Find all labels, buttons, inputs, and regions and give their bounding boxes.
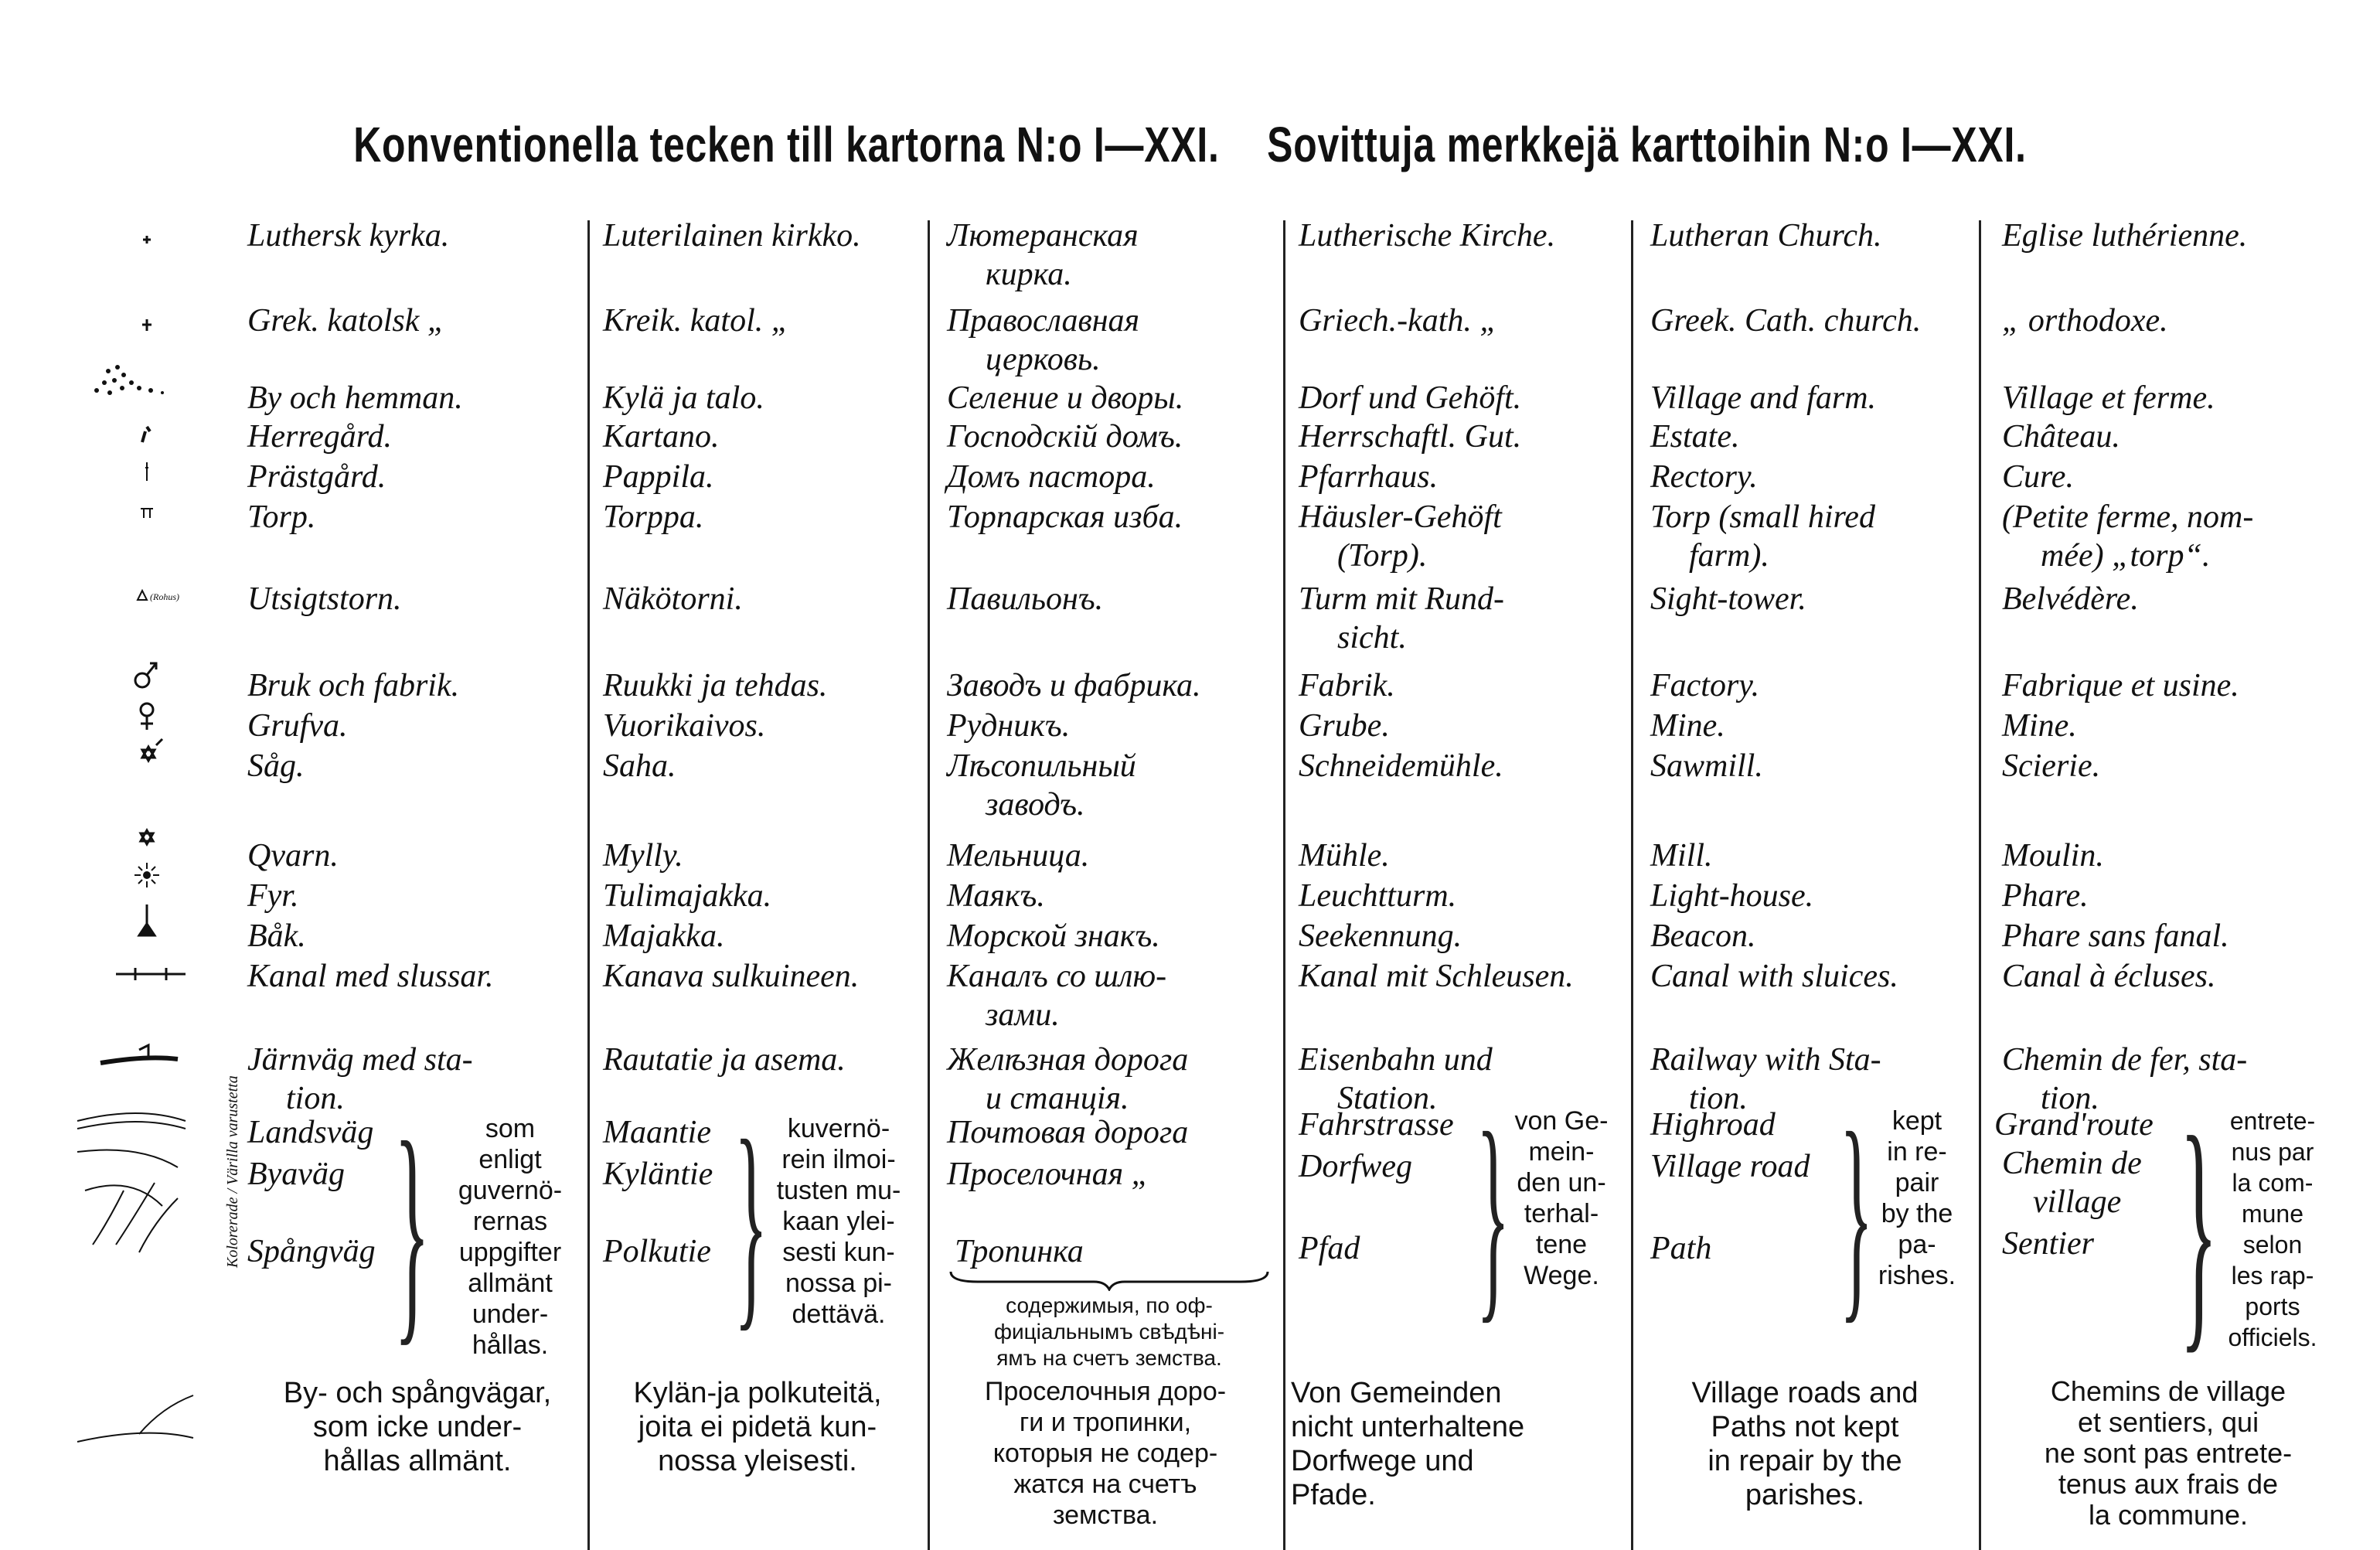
en_note-line: kept bbox=[1891, 1106, 1942, 1136]
legend-ru-9-0: Лѣсопильный bbox=[947, 748, 1136, 784]
legend-en-9-0: Sawmill. bbox=[1650, 748, 1763, 784]
village-dots-symbol bbox=[94, 365, 164, 395]
legend-ru-6-0: Павильонъ. bbox=[947, 581, 1104, 617]
road-type-fi-2: Polkutie bbox=[603, 1234, 711, 1269]
legend-de-10-0: Mühle. bbox=[1299, 838, 1390, 874]
legend-ru-14-1: и станція. bbox=[986, 1081, 1129, 1116]
legend-de-1-0: Griech.-kath. „ bbox=[1299, 303, 1498, 339]
road-type-sv-2: Spångväg bbox=[247, 1234, 376, 1269]
factory-symbol bbox=[135, 663, 156, 687]
legend-fr-8-0: Mine. bbox=[2002, 708, 2077, 744]
legend-ru-13-1: зами. bbox=[986, 997, 1060, 1033]
fr_note-line: les rap- bbox=[2231, 1262, 2314, 1289]
last_en-line: parishes. bbox=[1745, 1479, 1865, 1511]
column-divider bbox=[587, 220, 590, 1550]
legend-de-11-0: Leuchtturm. bbox=[1299, 878, 1457, 914]
road-type-ru-0: Почтовая дорога bbox=[947, 1115, 1189, 1150]
legend-en-12-0: Beacon. bbox=[1650, 918, 1756, 954]
fr_note-line: ports bbox=[2245, 1293, 2300, 1320]
legend-fr-14-0: Chemin de fer, sta- bbox=[2002, 1042, 2248, 1078]
last_fr-line: ne sont pas entrete- bbox=[2044, 1437, 2293, 1469]
fi_note-line: sesti kun- bbox=[782, 1238, 895, 1267]
mill-symbol bbox=[141, 830, 153, 844]
legend-fr-6-0: Belvédère. bbox=[2002, 581, 2139, 617]
legend-fr-5-0: (Petite ferme, nom- bbox=[2002, 499, 2254, 535]
legend-en-3-0: Estate. bbox=[1650, 419, 1740, 455]
legend-ru-7-0: Заводъ и фабрика. bbox=[947, 668, 1201, 703]
legend-de-7-0: Fabrik. bbox=[1299, 668, 1395, 703]
fi_note-line: dettävä. bbox=[792, 1300, 886, 1329]
legend-sv-8-0: Grufva. bbox=[247, 708, 348, 744]
fr_note-line: selon bbox=[2242, 1231, 2303, 1259]
legend-de-5-0: Häusler-Gehöft bbox=[1299, 499, 1502, 535]
last_en-line: Village roads and bbox=[1691, 1377, 1919, 1409]
fr_note-line: nus par bbox=[2231, 1138, 2314, 1166]
legend-fi-12-0: Majakka. bbox=[603, 918, 725, 954]
brace-fi: } bbox=[734, 1093, 768, 1350]
legend-sv-7-0: Bruk och fabrik. bbox=[247, 668, 460, 703]
last_de-line: Pfade. bbox=[1291, 1479, 1376, 1511]
column-divider bbox=[928, 220, 930, 1550]
sv_note-line: rernas bbox=[472, 1207, 548, 1236]
legend-fr-7-0: Fabrique et usine. bbox=[2002, 668, 2239, 703]
legend-ru-9-1: заводъ. bbox=[986, 787, 1085, 823]
last_de-line: Von Gemeinden bbox=[1291, 1377, 1502, 1409]
last_ru-line: ги и тропинки, bbox=[1019, 1408, 1192, 1437]
ru_note-line: содержимыя, по оф- bbox=[1006, 1293, 1213, 1317]
legend-en-0-0: Lutheran Church. bbox=[1650, 218, 1882, 254]
sv_note-line: under- bbox=[472, 1300, 549, 1329]
lighthouse-symbol bbox=[134, 863, 159, 887]
road-type-de-2: Pfad bbox=[1299, 1231, 1360, 1266]
road-type-de-0: Fahrstrasse bbox=[1299, 1107, 1454, 1143]
railway-symbol bbox=[100, 1045, 178, 1063]
legend-fi-14-0: Rautatie ja asema. bbox=[603, 1042, 846, 1078]
road-type-sv-1: Byaväg bbox=[247, 1157, 345, 1192]
legend-fr-0-0: Eglise luthérienne. bbox=[2002, 218, 2248, 254]
legend-ru-0-1: кирка. bbox=[986, 257, 1072, 292]
legend-fr-5-1: mée) „torp“. bbox=[2041, 538, 2211, 574]
last_en-line: in repair by the bbox=[1708, 1445, 1902, 1477]
canal-symbol bbox=[116, 968, 186, 980]
legend-fr-3-0: Château. bbox=[2002, 419, 2120, 455]
sv_note-line: som bbox=[485, 1114, 536, 1143]
tower-symbol bbox=[138, 591, 147, 600]
legend-ru-2-0: Селение и дворы. bbox=[947, 380, 1184, 416]
last_de-line: nicht unterhaltene bbox=[1291, 1411, 1525, 1443]
sv_note-line: guvernö- bbox=[458, 1176, 563, 1205]
legend-fr-13-0: Canal à écluses. bbox=[2002, 959, 2216, 994]
legend-fi-8-0: Vuorikaivos. bbox=[603, 708, 766, 744]
sawmill-symbol bbox=[142, 739, 162, 761]
last_sv-line: som icke under- bbox=[312, 1411, 523, 1443]
legend-fi-2-0: Kylä ja talo. bbox=[603, 380, 764, 416]
legend-sv-5-0: Torp. bbox=[247, 499, 316, 535]
road-note-en bbox=[1863, 1105, 1971, 1291]
legend-fr-12-0: Phare sans fanal. bbox=[2002, 918, 2229, 954]
brace-ru bbox=[947, 1268, 1272, 1291]
legend-fr-9-0: Scierie. bbox=[2002, 748, 2101, 784]
legend-fr-14-1: tion. bbox=[2041, 1081, 2099, 1116]
legend-fi-3-0: Kartano. bbox=[603, 419, 720, 455]
road-type-fr-1: Chemin de bbox=[2002, 1146, 2142, 1181]
ru_note-line: фиціальнымъ свѣдѣні- bbox=[993, 1320, 1225, 1344]
legend-sv-3-0: Herregård. bbox=[247, 419, 393, 455]
road-type-fr-2: village bbox=[2033, 1184, 2122, 1220]
legend-ru-10-0: Мельница. bbox=[947, 838, 1090, 874]
legend-de-9-0: Schneidemühle. bbox=[1299, 748, 1503, 784]
legend-fi-9-0: Saha. bbox=[603, 748, 676, 784]
last_ru-line: Проселочныя доро- bbox=[984, 1377, 1227, 1406]
last_fr-line: Chemins de village bbox=[2050, 1375, 2286, 1407]
legend-sv-1-0: Grek. katolsk „ bbox=[247, 303, 446, 339]
legend-de-8-0: Grube. bbox=[1299, 708, 1390, 744]
legend-fi-10-0: Mylly. bbox=[603, 838, 683, 874]
road-note-fi bbox=[758, 1113, 920, 1330]
legend-ru-8-0: Рудникъ. bbox=[947, 708, 1071, 744]
column-divider bbox=[1283, 220, 1285, 1550]
road-type-en-2: Path bbox=[1650, 1231, 1712, 1266]
legend-ru-13-0: Каналъ со шлю- bbox=[947, 959, 1167, 994]
last-sv bbox=[247, 1376, 587, 1478]
road-type-fi-1: Kyläntie bbox=[603, 1157, 713, 1192]
roads-lines-symbol bbox=[77, 1113, 186, 1252]
legend-fr-1-0: „ orthodoxe. bbox=[2002, 303, 2168, 339]
legend-fi-5-0: Torppa. bbox=[603, 499, 704, 535]
last_fi-line: joita ei pidetä kun- bbox=[638, 1411, 877, 1443]
en_note-line: pa- bbox=[1898, 1230, 1936, 1259]
legend-fi-11-0: Tulimajakka. bbox=[603, 878, 772, 914]
legend-sv-9-0: Såg. bbox=[247, 748, 305, 784]
last_fr-line: et sentiers, qui bbox=[2077, 1406, 2259, 1438]
legend-en-7-0: Factory. bbox=[1650, 668, 1760, 703]
legend-fr-4-0: Cure. bbox=[2002, 459, 2074, 495]
road-type-fr-3: Sentier bbox=[2002, 1226, 2094, 1262]
last_fi-line: Kylän-ja polkuteitä, bbox=[633, 1377, 882, 1409]
legend-sv-6-0: Utsigtstorn. bbox=[247, 581, 402, 617]
sv_note-line: enligt bbox=[478, 1145, 542, 1174]
legend-de-6-0: Turm mit Rund- bbox=[1299, 581, 1505, 617]
legend-fi-6-0: Näkötorni. bbox=[603, 581, 743, 617]
legend-de-13-0: Kanal mit Schleusen. bbox=[1299, 959, 1574, 994]
fr_note-line: entrete- bbox=[2229, 1107, 2316, 1135]
legend-fi-13-0: Kanava sulkuineen. bbox=[603, 959, 860, 994]
legend-en-1-0: Greek. Cath. church. bbox=[1650, 303, 1922, 339]
legend-en-6-0: Sight-tower. bbox=[1650, 581, 1806, 617]
tower-symbol-label: (Rohus) bbox=[150, 591, 179, 602]
ru_note-line: ямъ на счетъ земства. bbox=[996, 1346, 1222, 1370]
last_fr-line: la commune. bbox=[2088, 1499, 2249, 1531]
legend-ru-12-0: Морской знакъ. bbox=[947, 918, 1160, 954]
legend-de-5-1: (Torp). bbox=[1337, 538, 1428, 574]
last-ru bbox=[931, 1376, 1279, 1531]
de_note-line: mein- bbox=[1528, 1137, 1595, 1167]
beacon-symbol bbox=[139, 904, 155, 935]
document-title bbox=[262, 116, 2119, 173]
title-finnish: Sovittuja merkkejä karttoihin N:o I—XXI. bbox=[1267, 117, 2027, 172]
fr_note-line: la com- bbox=[2232, 1169, 2314, 1197]
en_note-line: rishes. bbox=[1878, 1261, 1956, 1290]
last-en bbox=[1639, 1376, 1971, 1512]
legend-ru-1-1: церковь. bbox=[986, 342, 1101, 377]
de_note-line: Wege. bbox=[1524, 1261, 1599, 1290]
orthodox-church-symbol bbox=[142, 319, 152, 331]
legend-sv-2-0: By och hemman. bbox=[247, 380, 463, 416]
last_ru-line: земства. bbox=[1052, 1501, 1159, 1530]
sv_note-line: allmänt bbox=[468, 1269, 553, 1298]
en_note-line: pair bbox=[1895, 1168, 1939, 1197]
legend-sv-14-1: tion. bbox=[286, 1081, 345, 1116]
legend-fi-4-0: Pappila. bbox=[603, 459, 714, 495]
legend-fi-7-0: Ruukki ja tehdas. bbox=[603, 668, 828, 703]
column-divider bbox=[1631, 220, 1633, 1550]
roads-side-label: Koloreradе / Värilla varustetta bbox=[224, 1075, 241, 1268]
en_note-line: in re- bbox=[1887, 1137, 1947, 1167]
fi_note-line: nossa pi- bbox=[785, 1269, 892, 1298]
road-type-en-0: Highroad bbox=[1650, 1107, 1776, 1143]
last_sv-line: hållas allmänt. bbox=[323, 1445, 512, 1477]
legend-en-13-0: Canal with sluices. bbox=[1650, 959, 1898, 994]
legend-fi-0-0: Luterilainen kirkko. bbox=[603, 218, 861, 254]
legend-de-4-0: Pfarrhaus. bbox=[1299, 459, 1439, 495]
legend-en-2-0: Village and farm. bbox=[1650, 380, 1877, 416]
sv_note-line: uppgifter bbox=[458, 1238, 562, 1267]
road-type-de-1: Dorfweg bbox=[1299, 1149, 1412, 1184]
last-de bbox=[1291, 1376, 1623, 1512]
road-type-sv-0: Landsväg bbox=[247, 1115, 374, 1150]
fi_note-line: tusten mu- bbox=[776, 1176, 901, 1205]
de_note-line: den un- bbox=[1517, 1168, 1606, 1197]
brace-sv: } bbox=[394, 1092, 431, 1366]
last_de-line: Dorfwege und bbox=[1291, 1445, 1474, 1477]
road-type-fr-0: Grand'route bbox=[1994, 1107, 2154, 1143]
en_note-line: by the bbox=[1881, 1199, 1953, 1228]
road-type-ru-2: Тропинка bbox=[955, 1234, 1084, 1269]
legend-ru-0-0: Лютеранская bbox=[947, 218, 1139, 254]
last_ru-line: которыя не содер- bbox=[993, 1439, 1218, 1468]
last_sv-line: By- och spångvägar, bbox=[283, 1377, 552, 1409]
legend-ru-3-0: Господскій домъ. bbox=[947, 419, 1183, 455]
legend-sv-13-0: Kanal med slussar. bbox=[247, 959, 494, 994]
legend-de-12-0: Seekennung. bbox=[1299, 918, 1462, 954]
legend-de-14-0: Eisenbahn und bbox=[1299, 1042, 1493, 1078]
legend-en-10-0: Mill. bbox=[1650, 838, 1713, 874]
fi_note-line: kaan ylei- bbox=[782, 1207, 895, 1236]
column-divider bbox=[1979, 220, 1981, 1550]
legend-de-6-1: sicht. bbox=[1337, 620, 1407, 656]
legend-de-0-0: Lutherische Kirche. bbox=[1299, 218, 1556, 254]
legend-sv-10-0: Qvarn. bbox=[247, 838, 339, 874]
last-fi bbox=[591, 1376, 924, 1478]
legend-en-8-0: Mine. bbox=[1650, 708, 1725, 744]
fr_note-line: officiels. bbox=[2228, 1323, 2317, 1351]
de_note-line: tene bbox=[1535, 1230, 1588, 1259]
legend-en-11-0: Light-house. bbox=[1650, 878, 1814, 914]
last_ru-line: жатся на счетъ bbox=[1013, 1470, 1197, 1499]
rectory-symbol bbox=[145, 462, 148, 481]
torp-symbol bbox=[141, 509, 153, 518]
legend-sv-11-0: Fyr. bbox=[247, 878, 299, 914]
fi_note-line: rein ilmoi- bbox=[781, 1145, 896, 1174]
legend-de-2-0: Dorf und Gehöft. bbox=[1299, 380, 1522, 416]
de_note-line: von Ge- bbox=[1514, 1106, 1609, 1136]
road-note-de bbox=[1500, 1105, 1623, 1291]
road-type-fi-0: Maantie bbox=[603, 1115, 711, 1150]
map-symbols bbox=[62, 216, 247, 1546]
road-note-ru bbox=[943, 1293, 1275, 1371]
legend-de-14-1: Station. bbox=[1337, 1081, 1438, 1116]
legend-sv-0-0: Luthersk kyrka. bbox=[247, 218, 450, 254]
legend-sv-4-0: Prästgård. bbox=[247, 459, 386, 495]
legend-fr-11-0: Phare. bbox=[2002, 878, 2089, 914]
legend-en-14-0: Railway with Sta- bbox=[1650, 1042, 1881, 1078]
fr_note-line: mune bbox=[2241, 1200, 2304, 1228]
de_note-line: terhal- bbox=[1524, 1199, 1599, 1228]
fi_note-line: kuvernö- bbox=[787, 1114, 890, 1143]
legend-de-3-0: Herrschaftl. Gut. bbox=[1299, 419, 1522, 455]
road-note-sv bbox=[433, 1113, 587, 1361]
legend-en-4-0: Rectory. bbox=[1650, 459, 1758, 495]
legend-fi-1-0: Kreik. katol. „ bbox=[603, 303, 790, 339]
legend-fr-10-0: Moulin. bbox=[2002, 838, 2104, 874]
road-type-ru-1: Проселочная „ bbox=[947, 1157, 1150, 1192]
legend-ru-5-0: Торпарская изба. bbox=[947, 499, 1183, 535]
sv_note-line: hållas. bbox=[472, 1330, 549, 1360]
legend-ru-14-0: Желѣзная дорога bbox=[947, 1042, 1189, 1078]
brace-en: } bbox=[1840, 1085, 1874, 1342]
legend-sv-14-0: Järnväg med sta- bbox=[247, 1042, 473, 1078]
mine-symbol bbox=[141, 703, 153, 730]
legend-ru-1-0: Православная bbox=[947, 303, 1140, 339]
brace-de: } bbox=[1476, 1085, 1510, 1342]
legend-en-5-0: Torp (small hired bbox=[1650, 499, 1875, 535]
last_en-line: Paths not kept bbox=[1711, 1411, 1899, 1443]
legend-en-14-1: tion. bbox=[1689, 1081, 1748, 1116]
unmaintained-roads-symbol bbox=[77, 1395, 193, 1442]
last-fr bbox=[1987, 1376, 2350, 1531]
legend-ru-11-0: Маякъ. bbox=[947, 878, 1045, 914]
legend-fr-2-0: Village et ferme. bbox=[2002, 380, 2215, 416]
road-type-en-1: Village road bbox=[1650, 1149, 1810, 1184]
last_fr-line: tenus aux frais de bbox=[2058, 1468, 2279, 1500]
estate-symbol bbox=[142, 427, 150, 442]
legend-ru-4-0: Домъ пастора. bbox=[947, 459, 1156, 495]
last_fi-line: nossa yleisesti. bbox=[658, 1445, 857, 1477]
road-note-fr bbox=[2207, 1105, 2338, 1353]
legend-en-5-1: farm). bbox=[1689, 538, 1769, 574]
lutheran-church-symbol bbox=[143, 236, 151, 244]
legend-sv-12-0: Båk. bbox=[247, 918, 306, 954]
title-swedish: Konventionella tecken till kartorna N:o I—XXI. bbox=[353, 117, 1220, 172]
brace-fr: } bbox=[2180, 1083, 2218, 1375]
